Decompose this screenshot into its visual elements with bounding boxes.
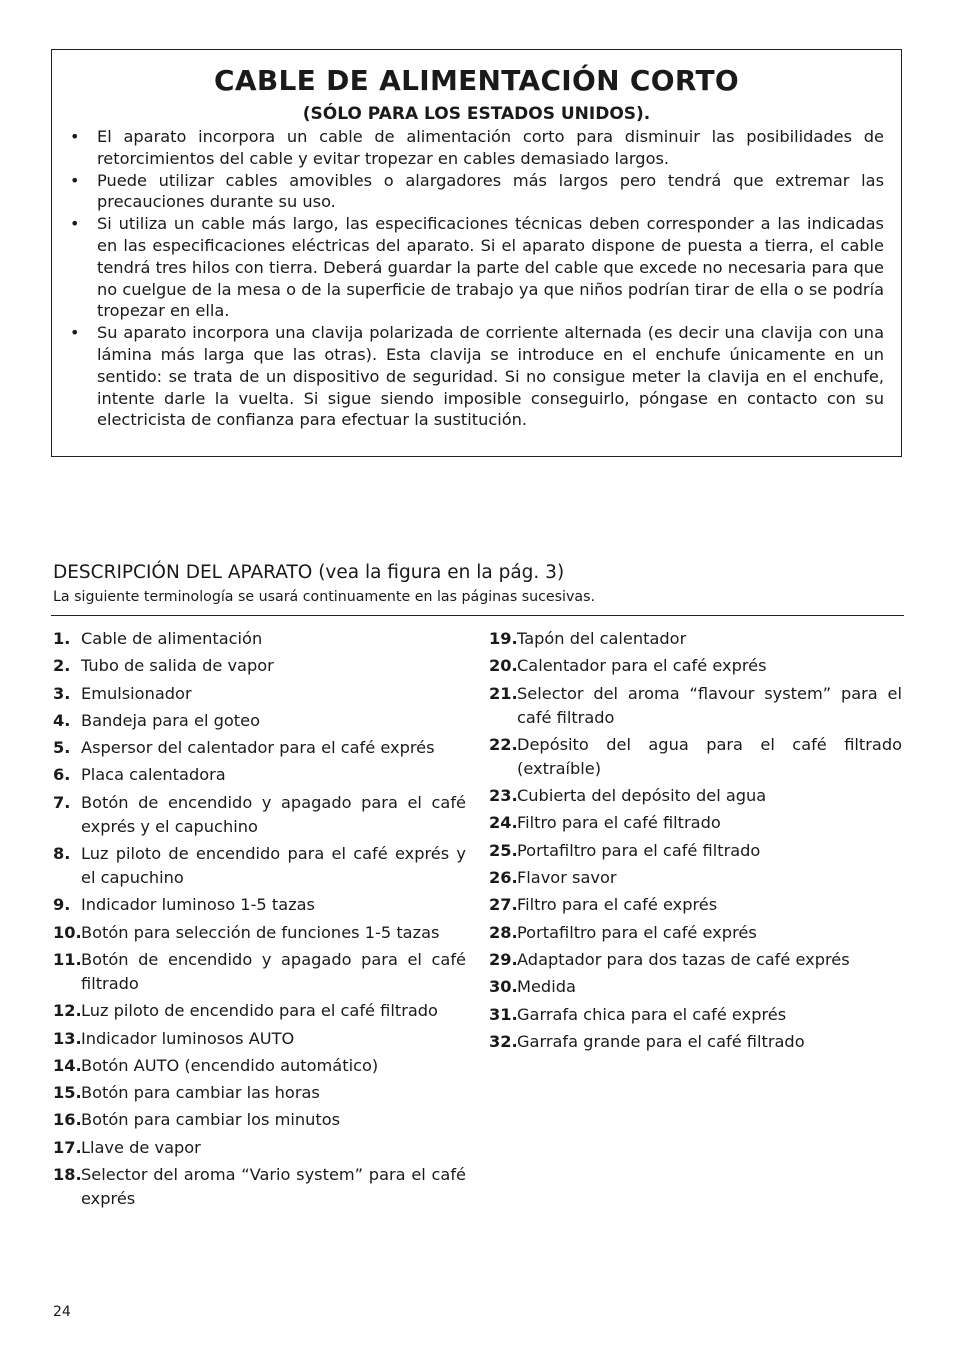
notice-bullet	[52, 170, 901, 214]
part-label: Placa calentadora	[81, 765, 226, 785]
part-label: Garrafa chica para el café exprés	[517, 1004, 787, 1024]
part-label: Botón para cambiar las horas	[81, 1083, 320, 1103]
part-item	[53, 736, 466, 760]
part-item	[53, 791, 466, 839]
part-item	[489, 627, 902, 651]
part-number: 8.	[53, 844, 71, 864]
part-label: Llave de vapor	[81, 1137, 201, 1157]
bullet-icon: •	[70, 323, 80, 343]
part-number: 11.	[53, 949, 82, 969]
notice-bullet-text: El aparato incorpora un cable de alimentación corto para disminuir las posibilidades de retorcimientos del cable y evitar tropezar en cables demasiado largos.	[97, 127, 884, 168]
part-number: 25.	[489, 840, 518, 860]
part-label: Flavor savor	[517, 868, 617, 888]
part-number: 1.	[53, 629, 71, 648]
part-item	[489, 654, 902, 678]
part-item	[53, 654, 466, 678]
part-item	[489, 1003, 902, 1027]
part-label: Aspersor del calentador para el café exprés	[81, 738, 435, 758]
part-label: Emulsionador	[81, 683, 192, 703]
part-label: Bandeja para el goteo	[81, 710, 260, 730]
part-label: Cubierta del depósito del agua	[517, 786, 767, 806]
part-item	[489, 733, 902, 781]
part-item	[489, 921, 902, 945]
part-item	[53, 763, 466, 787]
part-item	[53, 682, 466, 706]
part-item	[489, 784, 902, 808]
part-label: Garrafa grande para el café filtrado	[517, 1031, 805, 1051]
parts-list-left	[53, 627, 466, 1214]
part-label: Luz piloto de encendido para el café filtrado	[81, 1001, 438, 1021]
part-number: 13.	[53, 1028, 82, 1048]
part-item	[53, 1108, 466, 1132]
part-label: Botón para cambiar los minutos	[81, 1110, 341, 1130]
part-item	[53, 1136, 466, 1160]
notice-bullet-text: Su aparato incorpora una clavija polarizada de corriente alternada (es decir una clavija con una lámina más larga que las otras). Esta clavija se introduce en el enchufe únicamente en un sentido: se trata de un dispositivo de seguridad. Si no consigue meter la clavija en el enchufe, intente darle la vuelta. Si sigue siendo imposible conseguirlo, póngase en contacto con su electricista de confianza para efectuar la sustitución.	[97, 323, 884, 430]
notice-bullet-text: Si utiliza un cable más largo, las especificaciones técnicas deben corresponder a las indicadas en las especificaciones eléctricas del aparato. Si el aparato dispone de puesta a tierra, el cable tendrá tres hilos con tierra. Deberá guardar la parte del cable que excede no necesaria para que no cuelgue de la mesa o de la superficie de trabajo ya que niños podrían tirar de ella o se podría tropezar en ella.	[97, 214, 884, 321]
bullet-icon: •	[70, 127, 80, 146]
part-label: Botón AUTO (encendido automático)	[81, 1055, 379, 1075]
part-item	[489, 975, 902, 999]
part-label: Adaptador para dos tazas de café exprés	[517, 949, 850, 969]
part-label: Medida	[517, 977, 576, 997]
part-number: 29.	[489, 949, 518, 969]
part-label: Tubo de salida de vapor	[81, 656, 274, 676]
description-subheading: La siguiente terminología se usará continuamente en las páginas sucesivas.	[53, 589, 595, 605]
page-number: 24	[53, 1304, 71, 1320]
part-number: 23.	[489, 786, 518, 806]
part-label: Luz piloto de encendido para el café exprés y el capuchino	[81, 844, 466, 888]
part-number: 18.	[53, 1165, 82, 1185]
part-item	[53, 1081, 466, 1105]
notice-subtitle: (SÓLO PARA LOS ESTADOS UNIDOS).	[302, 104, 651, 124]
part-item	[53, 999, 466, 1023]
section-divider	[51, 615, 904, 616]
notice-bullet	[52, 322, 901, 431]
part-number: 30.	[489, 977, 518, 997]
part-number: 28.	[489, 922, 518, 942]
notice-bullet	[52, 126, 901, 170]
part-number: 15.	[53, 1083, 82, 1103]
notice-title: CABLE DE ALIMENTACIÓN CORTO	[214, 64, 739, 97]
notice-bullet	[52, 213, 901, 322]
part-label: Tapón del calentador	[517, 629, 687, 648]
part-item	[53, 842, 466, 890]
part-item	[489, 1030, 902, 1054]
notice-bullet-list	[52, 126, 901, 431]
part-label: Botón de encendido y apagado para el café filtrado	[81, 949, 466, 993]
part-number: 20.	[489, 656, 518, 676]
part-item	[53, 709, 466, 733]
part-label: Botón para selección de funciones 1-5 tazas	[81, 922, 440, 942]
notice-bullet-text: Puede utilizar cables amovibles o alargadores más largos pero tendrá que extremar las precauciones durante su uso.	[97, 170, 884, 212]
description-heading: DESCRIPCIÓN DEL APARATO (vea la figura en la pág. 3)	[53, 562, 565, 583]
part-label: Portafiltro para el café exprés	[517, 922, 757, 942]
part-label: Calentador para el café exprés	[517, 656, 767, 676]
part-label: Cable de alimentación	[81, 629, 263, 648]
part-label: Depósito del agua para el café filtrado (extraíble)	[517, 734, 902, 778]
power-cord-notice-box	[51, 49, 902, 457]
part-item	[489, 839, 902, 863]
part-number: 10.	[53, 922, 82, 942]
part-item	[53, 893, 466, 917]
part-label: Selector del aroma “flavour system” para el café filtrado	[517, 683, 902, 727]
part-item	[53, 1163, 466, 1211]
part-number: 12.	[53, 1001, 82, 1021]
part-number: 26.	[489, 868, 518, 888]
part-item	[53, 1054, 466, 1078]
part-label: Indicador luminosos AUTO	[81, 1028, 295, 1048]
part-number: 31.	[489, 1004, 518, 1024]
part-label: Botón de encendido y apagado para el café exprés y el capuchino	[81, 792, 466, 836]
part-label: Indicador luminoso 1-5 tazas	[81, 895, 315, 915]
part-item	[53, 627, 466, 651]
part-number: 24.	[489, 813, 518, 833]
part-item	[53, 1027, 466, 1051]
part-number: 14.	[53, 1055, 82, 1075]
part-item	[53, 921, 466, 945]
part-label: Selector del aroma “Vario system” para el café exprés	[81, 1165, 466, 1209]
part-number: 7.	[53, 792, 71, 812]
part-item	[489, 893, 902, 917]
part-label: Portafiltro para el café filtrado	[517, 840, 761, 860]
part-number: 16.	[53, 1110, 82, 1130]
bullet-icon: •	[70, 214, 80, 234]
part-number: 4.	[53, 710, 71, 730]
part-item	[489, 811, 902, 835]
parts-list-right	[489, 627, 902, 1057]
part-number: 3.	[53, 683, 71, 703]
part-number: 22.	[489, 734, 518, 754]
part-item	[489, 948, 902, 972]
part-item	[53, 948, 466, 996]
part-label: Filtro para el café filtrado	[517, 813, 721, 833]
part-item	[489, 866, 902, 890]
part-number: 5.	[53, 738, 71, 758]
part-number: 21.	[489, 683, 518, 703]
part-label: Filtro para el café exprés	[517, 895, 718, 915]
part-number: 17.	[53, 1137, 82, 1157]
part-item	[489, 682, 902, 730]
bullet-icon: •	[70, 170, 80, 190]
part-number: 27.	[489, 895, 518, 915]
part-number: 2.	[53, 656, 71, 676]
part-number: 32.	[489, 1031, 518, 1051]
part-number: 19.	[489, 629, 518, 648]
part-number: 6.	[53, 765, 71, 785]
part-number: 9.	[53, 895, 71, 915]
